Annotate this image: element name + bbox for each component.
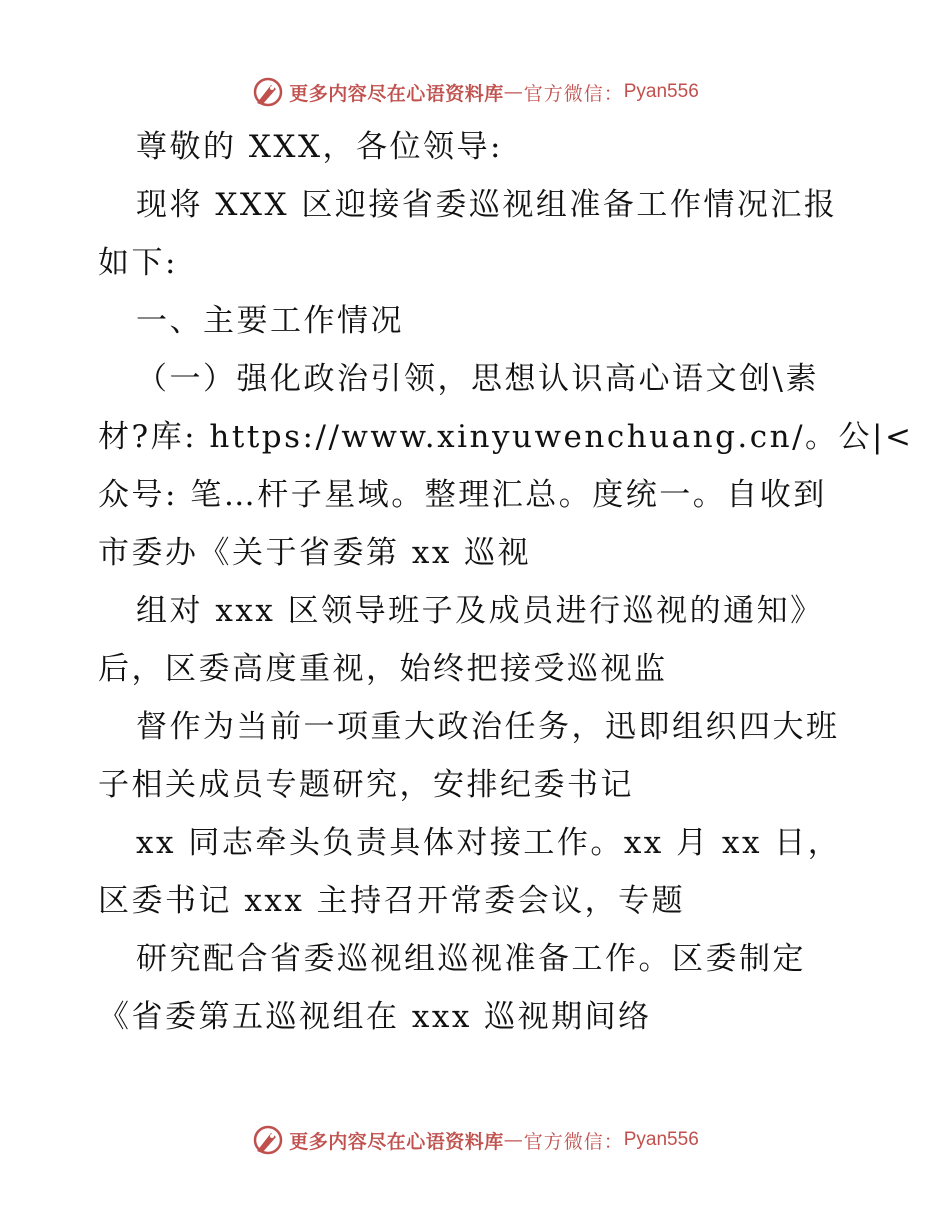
watermark-footer <box>0 1120 950 1160</box>
paragraph-line: 如下: <box>98 245 178 281</box>
paragraph-line: 组对 xxx 区领导班子及成员进行巡视的通知》 <box>136 593 824 629</box>
paragraph-line: 督作为当前一项重大政治任务，迅即组织四大班 <box>136 709 840 745</box>
document-body <box>98 118 914 1046</box>
watermark-wechat-id: Pyan556 <box>623 81 699 102</box>
paragraph-line: xx 同志牵头负责具体对接工作。xx 月 xx 日， <box>136 825 842 861</box>
salutation-line: 尊敬的 XXX，各位领导: <box>136 129 504 165</box>
paragraph-line: 现将 XXX 区迎接省委巡视组准备工作情况汇报 <box>136 187 838 223</box>
paragraph-line: 材?库: https://www.xinyuwenchuang.cn/。公|< <box>98 419 914 455</box>
watermark-header <box>0 72 950 112</box>
watermark-main-text: 更多内容尽在心语资料库 <box>289 82 504 105</box>
paragraph-line: 市委办《关于省委第 xx 巡视 <box>98 535 532 571</box>
paragraph-line: 区委书记 xxx 主持召开常委会议，专题 <box>98 883 686 919</box>
watermark-separator: — <box>503 1129 524 1151</box>
watermark-main-text: 更多内容尽在心语资料库 <box>289 1130 504 1153</box>
subsection-heading-line: （一）强化政治引领，思想认识高心语文创\素 <box>136 361 819 397</box>
watermark-sub-text: 官方微信： <box>523 82 624 105</box>
paragraph-line: 《省委第五巡视组在 xxx 巡视期间络 <box>98 999 652 1035</box>
paragraph-line: 后，区委高度重视，始终把接受巡视监 <box>98 651 668 687</box>
paragraph-line: 研究配合省委巡视组巡视准备工作。区委制定 <box>136 941 806 977</box>
section-heading: 一、主要工作情况 <box>136 303 404 339</box>
watermark-separator: — <box>503 81 524 103</box>
pen-nib-logo-icon <box>251 1123 285 1157</box>
watermark-wechat-id: Pyan556 <box>623 1129 699 1150</box>
paragraph-line: 子相关成员专题研究，安排纪委书记 <box>98 767 634 803</box>
pen-nib-logo-icon <box>251 75 285 109</box>
paragraph-line: 众号: 笔…杆子星域。整理汇总。度统一。自收到 <box>98 477 827 513</box>
watermark-sub-text: 官方微信： <box>523 1130 624 1153</box>
